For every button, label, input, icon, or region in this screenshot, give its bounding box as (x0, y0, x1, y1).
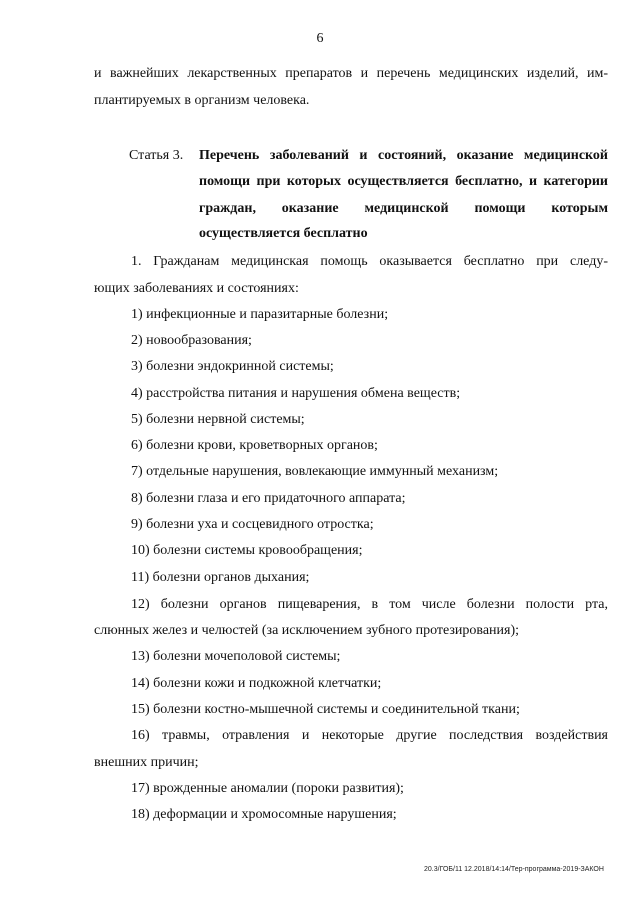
list-item-continuation: слюнных желез и челюстей (за исключением зубного протезирования); (94, 623, 520, 638)
list-item: 17) врожденные аномалии (пороки развития); (131, 781, 404, 796)
list-item: 14) болезни кожи и подкожной клетчатки; (131, 676, 382, 691)
list-item: 16) травмы, отравления и некоторые другие последствия воздействия (131, 728, 608, 743)
article-title-line: граждан, оказание медицинской помощи которым (199, 201, 608, 216)
list-item: 6) болезни крови, кроветворных органов; (131, 438, 378, 453)
list-item: 18) деформации и хромосомные нарушения; (131, 807, 397, 822)
list-item: 4) расстройства питания и нарушения обмена веществ; (131, 386, 461, 401)
article-title-line: осуществляется бесплатно (199, 226, 368, 241)
intro-line: плантируемых в организм человека. (94, 93, 310, 108)
paragraph-line: 1. Гражданам медицинская помощь оказывается бесплатно при следу- (131, 254, 608, 269)
list-item: 5) болезни нервной системы; (131, 412, 305, 427)
list-item: 8) болезни глаза и его придаточного аппарата; (131, 491, 406, 506)
list-item: 12) болезни органов пищеварения, в том числе болезни полости рта, (131, 597, 608, 612)
paragraph-line: ющих заболеваниях и состояниях: (94, 281, 299, 296)
list-item: 11) болезни органов дыхания; (131, 570, 310, 585)
list-item: 15) болезни костно-мышечной системы и соединительной ткани; (131, 702, 520, 717)
list-item-continuation: внешних причин; (94, 755, 199, 770)
article-title-line: Перечень заболеваний и состояний, оказание медицинской (199, 148, 608, 163)
list-item: 2) новообразования; (131, 333, 252, 348)
intro-line: и важнейших лекарственных препаратов и перечень медицинских изделий, им- (94, 66, 608, 81)
list-item: 9) болезни уха и сосцевидного отростка; (131, 517, 374, 532)
page-number: 6 (316, 31, 324, 46)
article-title-line: помощи при которых осуществляется бесплатно, и категории (199, 174, 608, 189)
list-item: 10) болезни системы кровообращения; (131, 543, 363, 558)
article-label: Статья 3. (129, 148, 184, 163)
footer-code: 20.3/ГОБ/11 12.2018/14:14/Тер-программа-2019-ЗАКОН (424, 866, 604, 873)
list-item: 1) инфекционные и паразитарные болезни; (131, 307, 389, 322)
list-item: 13) болезни мочеполовой системы; (131, 649, 341, 664)
list-item: 3) болезни эндокринной системы; (131, 359, 334, 374)
list-item: 7) отдельные нарушения, вовлекающие иммунный механизм; (131, 464, 499, 479)
